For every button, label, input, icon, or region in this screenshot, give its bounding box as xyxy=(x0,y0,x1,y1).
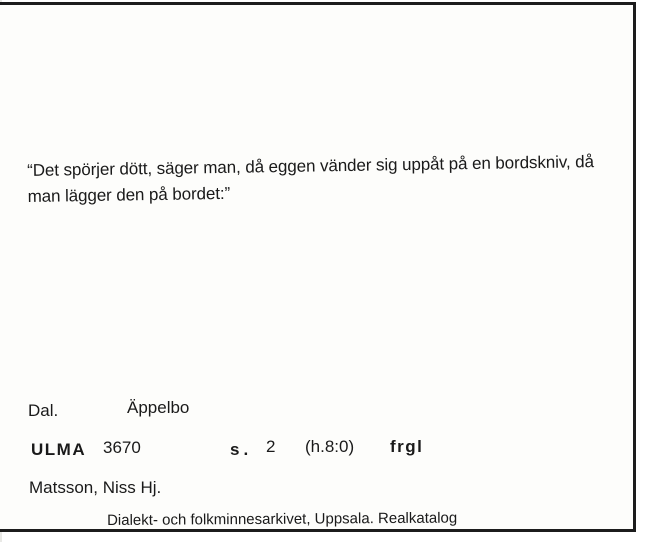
archive-footer: Dialekt- och folkminnesarkivet, Uppsala. Realkatalog xyxy=(107,509,458,529)
page-number: 2 xyxy=(266,437,276,456)
page-label: s. xyxy=(230,440,253,459)
region-label: Dal. xyxy=(28,401,59,420)
informant-name: Matsson, Niss Hj. xyxy=(29,478,162,497)
category-code: frgl xyxy=(390,437,424,456)
parish-label: Äppelbo xyxy=(127,398,190,417)
archive-number: 3670 xyxy=(103,438,141,457)
archive-code: ULMA xyxy=(31,440,87,459)
location-code: (h.8:0) xyxy=(305,437,355,456)
quote-text: “Det spörjer dött, säger man, då eggen vänder sig uppåt på en bordskniv, då man lägger den på bordet:” xyxy=(27,152,595,206)
